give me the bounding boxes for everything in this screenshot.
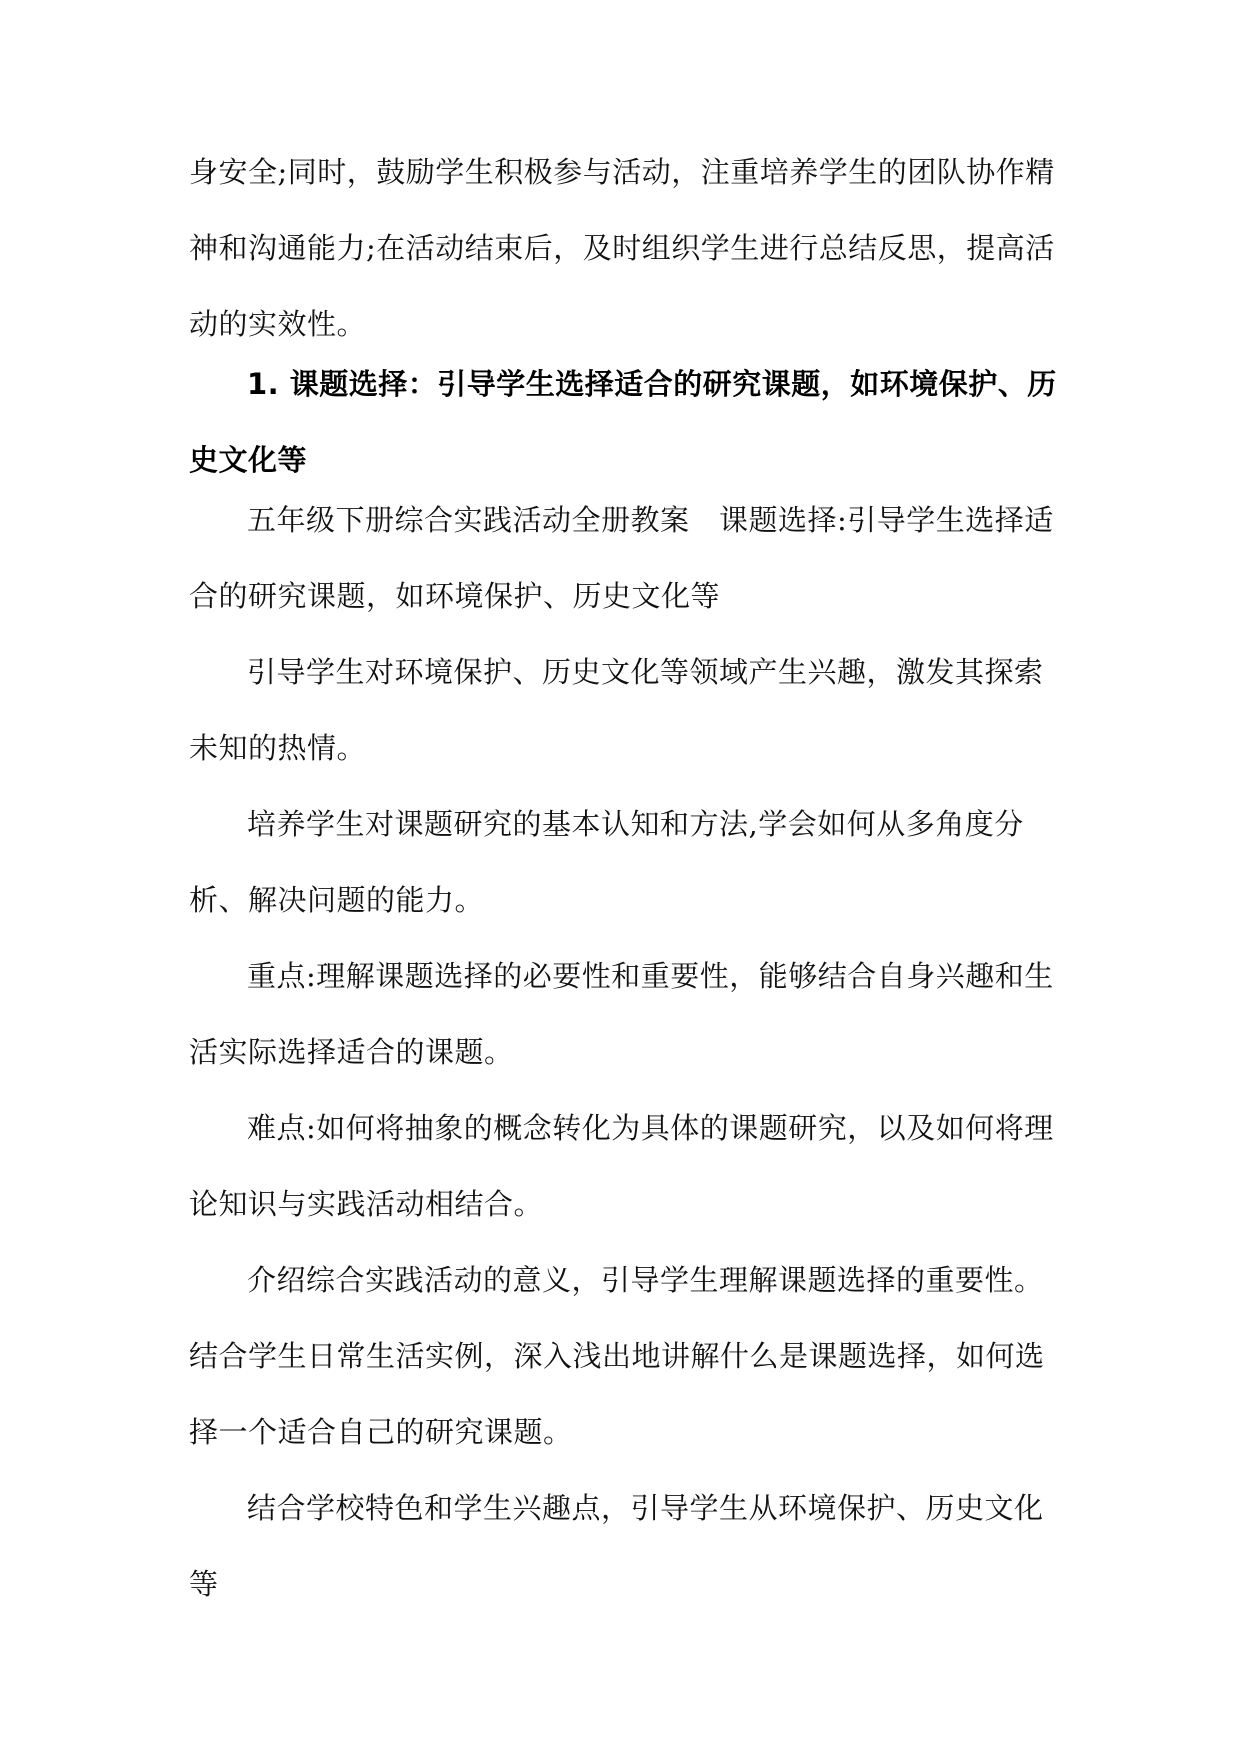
paragraph-interest-goal: 引导学生对环境保护、历史文化等领域产生兴趣，激发其探索未知的热情。 <box>189 655 1044 765</box>
paragraph-lesson-title: 五年级下册综合实践活动全册教案 课题选择:引导学生选择适合的研究课题，如环境保护、历史文化等 <box>189 503 1054 613</box>
paragraph-school-features: 结合学校特色和学生兴趣点，引导学生从环境保护、历史文化等 <box>189 1491 1044 1601</box>
paragraph-difficulty: 难点:如何将抽象的概念转化为具体的课题研究，以及如何将理论知识与实践活动相结合。 <box>189 1111 1054 1221</box>
paragraph-key-point: 重点:理解课题选择的必要性和重要性，能够结合自身兴趣和生活实际选择适合的课题。 <box>189 959 1054 1069</box>
paragraph-method-goal: 培养学生对课题研究的基本认知和方法,学会如何从多角度分析、解决问题的能力。 <box>189 807 1024 917</box>
section-heading-topic-selection: 1. 课题选择：引导学生选择适合的研究课题，如环境保护、历史文化等 <box>189 367 1057 477</box>
paragraph-safety-summary: 身安全;同时，鼓励学生积极参与活动，注重培养学生的团队协作精神和沟通能力;在活动结束后，及时组织学生进行总结反思，提高活动的实效性。 <box>189 155 1055 341</box>
paragraph-introduction: 介绍综合实践活动的意义，引导学生理解课题选择的重要性。结合学生日常生活实例，深入浅出地讲解什么是课题选择，如何选择一个适合自己的研究课题。 <box>189 1263 1045 1449</box>
